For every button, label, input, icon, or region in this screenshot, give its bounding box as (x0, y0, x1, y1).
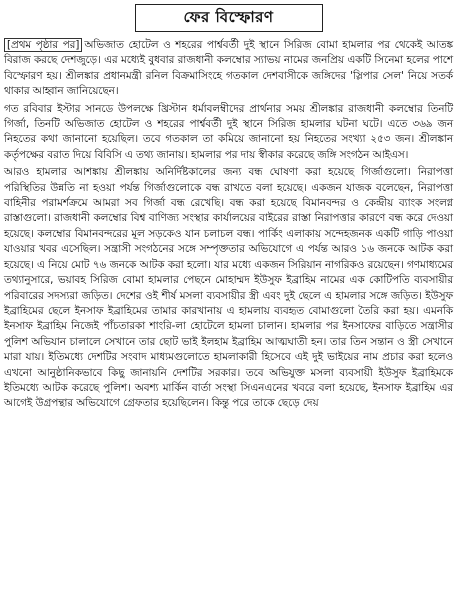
article-paragraph-1 (4, 38, 453, 100)
headline-box (135, 4, 323, 32)
article-paragraph-2: গত রবিবার ইস্টার সানডে উপলক্ষে খ্রিস্টান ধর্মাবলম্বীদের প্রার্থনার সময় শ্রীলঙ্কার রাজধানী কলম্বোর তিনটি গির্জা, তিনটি অভিজাত হোটেল ও শহরের পার্শ্ববর্তী দুই স্থানে সিরিজ হামলার ঘটনা ঘটে। এতে ৩৬৯ জন নিহতের কথা জানানো হয়েছিল। তবে গতকাল তা কমিয়ে জানানো হয় নিহতের সংখ্যা ২৫৩ জন। শ্রীলঙ্কান কর্তৃপক্ষের বরাত দিয়ে বিবিসি এ তথ্য জানায়। হামলার পর দায় স্বীকার করেছে জঙ্গি সংগঠন আইএস। (4, 102, 453, 161)
article-paragraph-3: আরও হামলার আশঙ্কায় শ্রীলঙ্কায় অনির্দিষ্টকালের জন্য বন্ধ ঘোষণা করা হয়েছে গির্জাগুলো। নিরাপত্তা পরিস্থিতির উন্নতি না হওয়া পর্যন্ত গির্জাগুলোকে বন্ধ রাখতে বলা হয়েছে। একজন যাজক বলেছেন, নিরাপত্তা বাহিনীর পরামর্শক্রমে আমরা সব গির্জা বন্ধ রেখেছি। বন্ধ করা হয়েছে বিমানবন্দর ও কেন্দ্রীয় ব্যাংক সংলগ্ন রাস্তাগুলো। রাজধানী কলম্বোর বিশ্ব বাণিজ্য সংস্থার কার্যালয়ের বাইরের রাস্তা নিরাপত্তার কারণে বন্ধ করে দেওয়া হয়েছে। কলম্বোর বিমানবন্দরের মূল সড়কেও যান চলাচল বন্ধ। পার্কিং এলাকায় সন্দেহজনক একটি গাড়ি পাওয়া যাওয়ার খবর এসেছিল। সন্ত্রাসী সংগঠনের সঙ্গে সম্পৃক্ততার অভিযোগে এ পর্যন্ত আরও ১৬ জনকে আটক করা হয়েছে। এ নিয়ে মোট ৭৬ জনকে আটক করা হলো। যার মধ্যে একজন সিরিয়ান নাগরিকও রয়েছেন। গণমাধ্যমের তথ্যানুসারে, ভয়াবহ সিরিজ বোমা হামলার পেছনে মোহাম্মদ ইউসুফ ইব্রাহিম নামের এক কোটিপতি ব্যবসায়ীর পরিবারের সদস্যরা জড়িত। দেশের ওই শীর্ষ মসলা ব্যবসায়ীর স্ত্রী এবং দুই ছেলে এ হামলার সঙ্গে জড়িত। ইউসুফ ইব্রাহিমের ছেলে ইনসাফ ইব্রাহিমের তামার কারখানায় এ হামলায় ব্যবহৃত বোমাগুলো তৈরি করা হয়। এমনকি ইনসাফ ইব্রাহিম নিজেই পাঁচতারকা শাংরি-লা হোটেলে হামলা চালান। হামলার পর ইনসাফের বাড়িতে সন্ত্রাসীর পুলিশ অভিযান চালালে সেখানে তার ছোট ভাই ইলহাম ইব্রাহিম আত্মঘাতী হন। তার তিন সন্তান ও স্ত্রী সেখানে মারা যায়। ইতিমধ্যে দেশটির সংবাদ মাধ্যমগুলোতে হামলাকারী হিসেবে এই দুই ভাইয়ের নাম প্রচার করা হলেও এখনো আনুষ্ঠানিকভাবে কিছু জানায়নি দেশটির সরকার। তবে অভিযুক্ত মসলা ব্যবসায়ী ইউসুফ ইব্রাহিমকে ইতিমধ্যে আটক করেছে পুলিশ। অবশ্য মার্কিন বার্তা সংস্থা সিএনএনের খবরে বলা হয়েছে, ইনসাফ ইব্রাহিম এর আগেই উগ্রপন্থার অভিযোগে গ্রেফতার হয়েছিলেন। কিন্তু পরে তাকে ছেড়ে দেয় (4, 166, 453, 410)
paragraph-1-text: অভিজাত হোটেল ও শহরের পার্শ্ববর্তী দুই স্থানে সিরিজ বোমা হামলার পর থেকেই আতঙ্ক বিরাজ করছে দেশজুড়ে। এর মধ্যেই বুধবার রাজধানী কলম্বোর স্যাভয় নামের জনপ্রিয় একটি সিনেমা হলের পাশে বিস্ফোরণ হয়। শ্রীলঙ্কার প্রধানমন্ত্রী রনিল বিক্রমাসিংহে গতকাল দেশবাসীকে জঙ্গিদের 'স্লিপার সেল' নিয়ে সতর্ক থাকার আহ্বান জানিয়েছেন। (4, 39, 453, 98)
continued-from-tag: [প্রথম পৃষ্ঠার পর] (4, 38, 82, 52)
news-page (0, 4, 456, 589)
headline: ফের বিস্ফোরণ (183, 7, 274, 26)
